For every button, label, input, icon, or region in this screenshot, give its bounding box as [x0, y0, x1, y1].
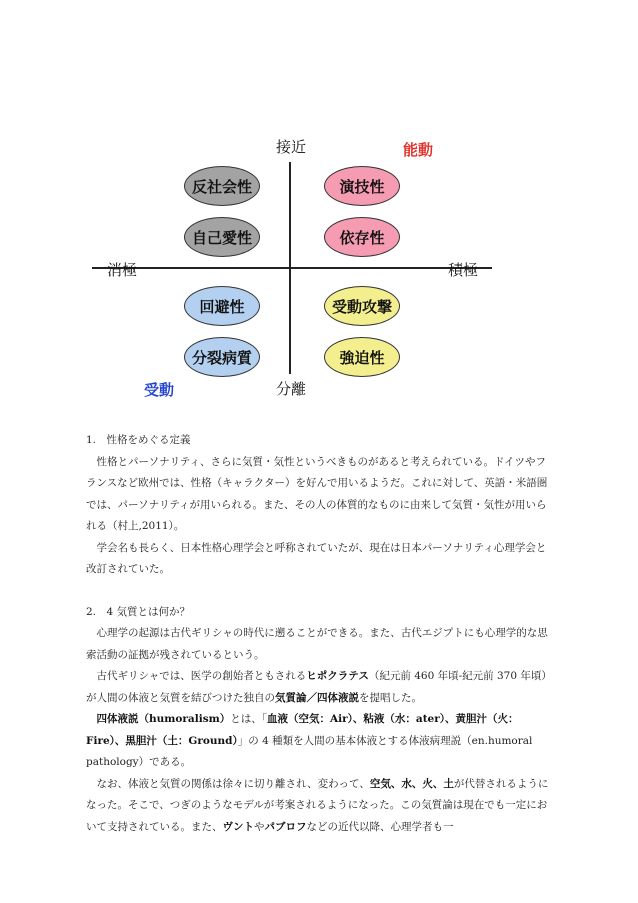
section-2-paragraph — [86, 709, 556, 774]
text-run: 」の 4 種類を人間の基本体液とする体液病理説（en.humoral pathology）である。 — [86, 734, 533, 768]
emphasis: 血液（空気：Air）、粘液（水：ater）、黄胆汁（火：Fire）、黒胆汁（土：Ground） — [86, 713, 519, 747]
oval-passive-aggressive: 受動攻撃 — [324, 286, 400, 326]
emphasis: 四体液説（humoralism） — [86, 713, 231, 725]
oval-schizoid: 分裂病質 — [184, 337, 260, 377]
section-1-paragraph: 性格とパーソナリティ、さらに気質・気性というべきものがあると考えられている。ドイツやフランスなど欧州では、性格（キャラクター）を好んで用いるようだ。これに対して、英語・米語圏では、パーソナリティが用いられる。また、その人の体質的なものに由来して気質・気性が用いられる（村上,2011）。 — [86, 455, 548, 532]
section-2-paragraph: 心理学の起源は古代ギリシャの時代に遡ることができる。また、古代エジプトにも心理学的な思索活動の証拠が残されているという。 — [86, 627, 548, 661]
oval-dependent: 依存性 — [324, 217, 400, 257]
oval-histrionic: 演技性 — [324, 166, 400, 206]
personality-diagram — [0, 0, 638, 420]
axis-right-label: 積極 — [448, 261, 479, 279]
oval-obsessive: 強迫性 — [324, 337, 400, 377]
section-2-paragraph — [86, 774, 556, 839]
text-run: とは、「 — [230, 713, 267, 725]
oval-avoidant: 回避性 — [184, 286, 260, 326]
horizontal-axis — [92, 267, 492, 269]
text-run: （紀元前 460 年頃-紀元前 370 年頃）が人間の体液と気質を結びつけた独自の — [86, 670, 552, 704]
text-run: 古代ギリシャでは、医学の創始者ともされる — [86, 670, 307, 682]
text-run: などの近代以降、心理学者も一 — [306, 820, 454, 833]
section-2-paragraph — [86, 666, 556, 709]
section-1-heading: 1. 性格をめぐる定義 — [86, 434, 191, 446]
axis-bottom-label: 分離 — [276, 380, 307, 398]
text-run: なお、体液と気質の関係は徐々に切り離され、変わって、 — [86, 777, 370, 790]
passive-label: 受動 — [144, 381, 175, 399]
vertical-axis — [289, 162, 291, 374]
axis-left-label: 消極 — [107, 261, 138, 279]
axis-top-label: 接近 — [276, 138, 307, 156]
oval-narcissistic: 自己愛性 — [184, 217, 260, 257]
section-2-heading: 2. 4 気質とは何か？ — [86, 605, 191, 618]
emphasis: 空気、水、火、土 — [369, 777, 454, 790]
section-1-paragraph: 学会名も長らく、日本性格心理学会と呼称されていたが、現在は日本パーソナリティ心理学会と改訂されていた。 — [86, 541, 547, 575]
text-run: が代替されるようになった。そこで、つぎのようなモデルが考案されるようになった。この気質論は現在でも一定において支持されている。また、 — [86, 777, 549, 833]
emphasis: ヴント — [222, 820, 254, 833]
active-label: 能動 — [403, 141, 434, 159]
text-run: や — [254, 820, 265, 833]
text-run: を提唱した。 — [359, 691, 422, 704]
oval-antisocial: 反社会性 — [184, 166, 260, 206]
emphasis: ヒポクラテス — [306, 670, 369, 682]
document-body — [86, 430, 556, 838]
emphasis: パブロフ — [264, 820, 307, 833]
emphasis: 気質論／四体液説 — [275, 691, 359, 704]
